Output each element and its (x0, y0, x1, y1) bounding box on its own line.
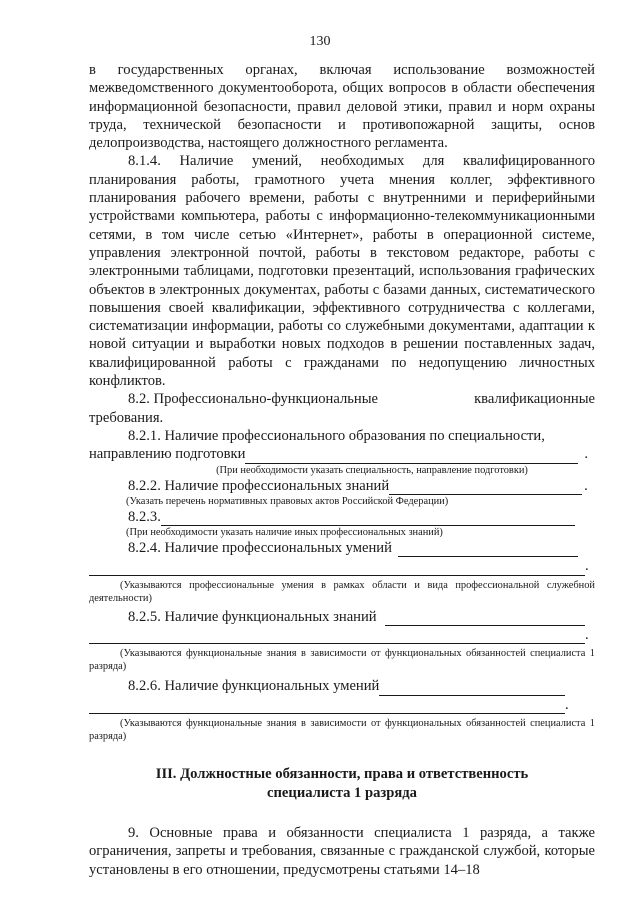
prof-knowledge-blank-field[interactable] (389, 481, 582, 495)
section-title-line-1: III. Должностные обязанности, права и ответственность (155, 765, 529, 782)
paragraph-8-2-cont: требования. (89, 409, 164, 426)
other-knowledge-line (89, 508, 595, 526)
section-title-line-2: специалиста 1 разряда (267, 784, 417, 801)
func-knowledge-blank-field[interactable] (385, 612, 585, 626)
prof-knowledge-line (89, 477, 595, 495)
note-legal-acts: (Указать перечень нормативных правовых актов Российской Федерации) (126, 495, 449, 507)
prof-skills-period: . (585, 558, 589, 575)
paragraph-8-1-4: 8.1.4. Наличие умений, необходимых для квалифицированного планирования работы, грамотного учета мнения коллег, эффективного планирования рабочего времени, работы с внутренними и периферийными устройствами компьютера, работы с информационно-телекоммуникационными сетями, в том числе сетью «Интернет», работы в операционной системе, управления электронной почтой, работы в текстовом редакторе, работы с электронными таблицами, подготовки презентаций, использования графических объектов в электронных документах, работы с базами данных, систематического повышения своей квалификации, эффективного сотрудничества с коллегами, систематизации информации, работы со служебными документами, адаптации к новой ситуации и выработки новых подходов в решении поставленных задач, квалифицированной работы с гражданами по недопущению личностных конфликтов. (89, 153, 595, 390)
func-knowledge-label: 8.2.5. Наличие функциональных знаний (128, 608, 377, 625)
paragraph-8-2-1: 8.2.1. Наличие профессионального образования по специальности, (128, 427, 545, 444)
note-other-knowledge: (При необходимости указать наличие иных профессиональных знаний) (126, 527, 443, 539)
other-knowledge-label: 8.2.3. (128, 508, 161, 525)
prof-knowledge-label: 8.2.2. Наличие профессиональных знаний (128, 477, 390, 494)
note-func-skills: (Указываются функциональные знания в зависимости от функциональных обязанностей специалиста 1 разряда) (89, 717, 595, 742)
func-knowledge-period: . (585, 627, 589, 644)
paragraph-8-2-right: квалификационные (474, 391, 595, 408)
func-skills-label: 8.2.6. Наличие функциональных умений (128, 678, 380, 695)
paragraph-knowledge-cont: в государственных органах, включая использование возможностей межведомственного документооборота, общих вопросов в области обеспечения информационной безопасности, правил деловой этики, правил и норм охраны труда, технической безопасности и противопожарной защиты, основ делопроизводства, настоящего должностного регламента. (89, 62, 595, 152)
prof-knowledge-period: . (584, 477, 588, 494)
prof-skills-line-2 (89, 557, 595, 575)
func-skills-period: . (565, 696, 569, 713)
prof-skills-blank-field[interactable] (398, 543, 578, 557)
note-education: (При необходимости указать специальность, направление подготовки) (216, 464, 528, 476)
prof-skills-label: 8.2.4. Наличие профессиональных умений (128, 540, 392, 557)
page-number: 130 (309, 34, 331, 49)
document-body (89, 61, 595, 879)
prof-skills-line (89, 539, 595, 557)
paragraph-8-2-left: 8.2. Профессионально-функциональные (128, 391, 379, 408)
func-skills-blank-field-2[interactable] (89, 700, 565, 714)
func-knowledge-blank-field-2[interactable] (89, 630, 585, 644)
note-func-knowledge: (Указываются функциональные знания в зависимости от функциональных обязанностей специалиста 1 разряда) (89, 648, 595, 673)
education-label: направлению подготовки (89, 446, 246, 463)
note-prof-skills: (Указываются профессиональные умения в рамках области и вида профессиональной служебной деятельности) (89, 579, 595, 604)
func-knowledge-line-2 (89, 626, 595, 644)
education-period: . (584, 446, 589, 463)
paragraph-8-2 (89, 390, 595, 408)
other-knowledge-blank-field[interactable] (161, 512, 575, 526)
education-line (89, 445, 595, 463)
education-blank-field[interactable] (245, 450, 578, 464)
func-skills-line (89, 677, 595, 695)
func-skills-line-2 (89, 696, 595, 714)
func-skills-blank-field[interactable] (379, 682, 565, 696)
paragraph-9: 9. Основные права и обязанности специалиста 1 разряда, а также ограничения, запреты и требования, связанные с гражданской службой, которые установлены в его отношении, предусмотрены статьями 14–18 (89, 824, 595, 878)
func-knowledge-line (89, 608, 595, 626)
prof-skills-blank-field-2[interactable] (89, 562, 585, 576)
